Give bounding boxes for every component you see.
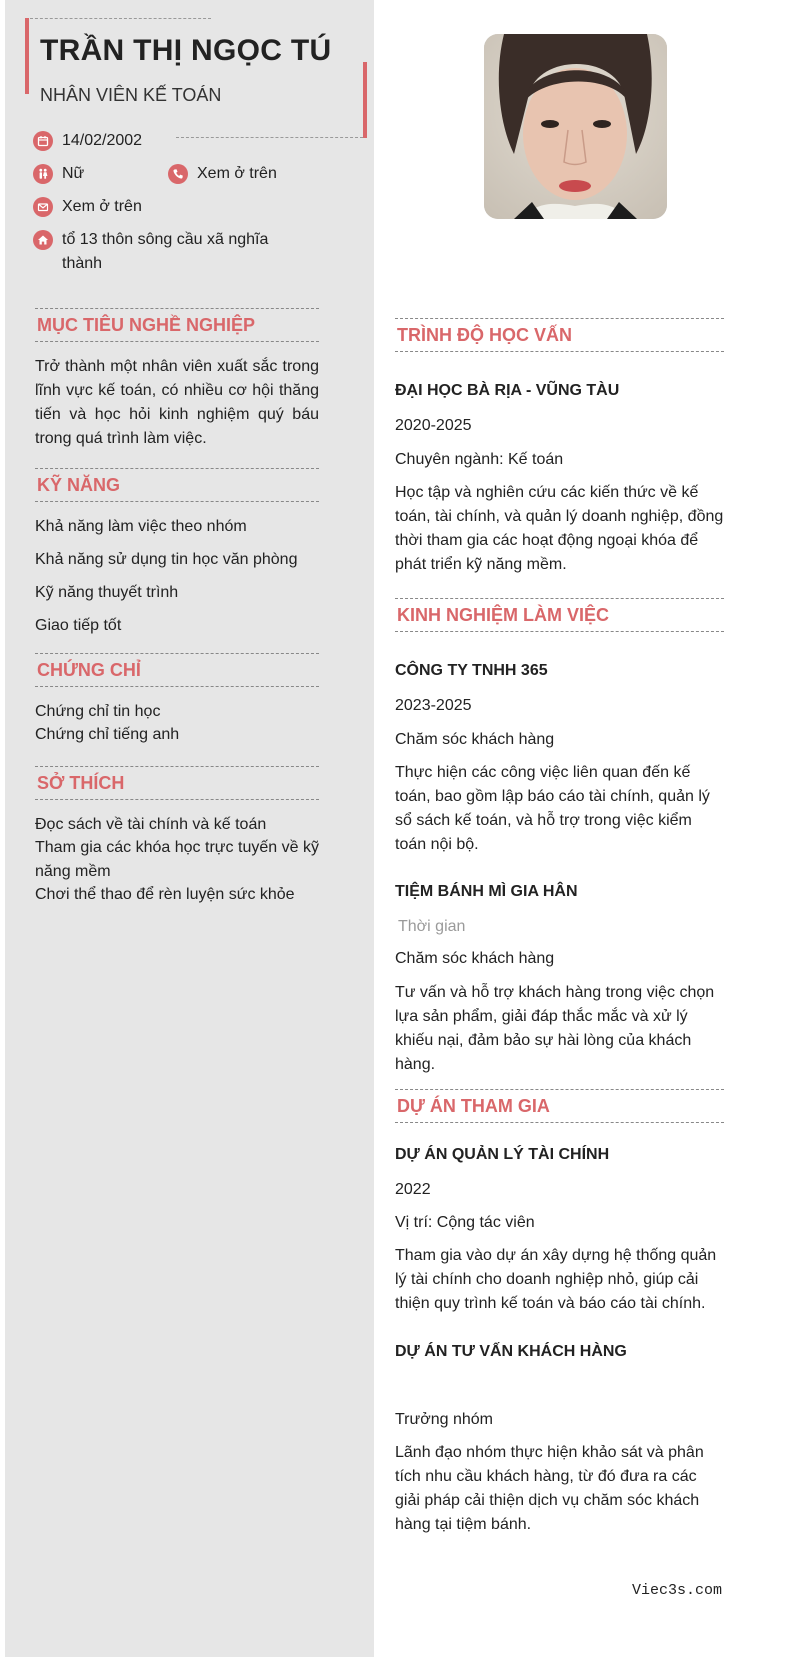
section-title: SỞ THÍCH xyxy=(37,773,125,793)
skills-header xyxy=(35,468,319,502)
header-block xyxy=(25,18,367,138)
project-description: Lãnh đạo nhóm thực hiện khảo sát và phân tích nhu cầu khách hàng, từ đó đưa ra các giải pháp cải thiện dịch vụ chăm sóc khách hàng tại tiệm bánh. xyxy=(395,1444,704,1533)
email-text: Xem ở trên xyxy=(62,198,142,215)
job-role: Chăm sóc khách hàng xyxy=(395,950,555,967)
skill-item: Khả năng làm việc theo nhóm xyxy=(35,518,247,535)
divider xyxy=(30,18,211,19)
hobby-item: Tham gia các khóa học trực tuyến về kỹ năng mềm xyxy=(35,839,319,880)
certificate-item: Chứng chỉ tin học xyxy=(35,703,161,720)
job-position: NHÂN VIÊN KẾ TOÁN xyxy=(40,85,222,105)
project-description: Tham gia vào dự án xây dựng hệ thống quản lý tài chính cho doanh nghiệp nhỏ, giúp cải thiện quy trình kế toán và báo cáo tài chính. xyxy=(395,1247,717,1312)
profile-photo xyxy=(484,34,667,219)
hobby-item: Đọc sách về tài chính và kế toán xyxy=(35,816,267,833)
address-text: tổ 13 thôn sông cầu xã nghĩa thành xyxy=(62,231,269,272)
gender-row xyxy=(33,164,84,186)
phone-text: Xem ở trên xyxy=(197,165,277,182)
education-major: Chuyên ngành: Kế toán xyxy=(395,451,564,468)
home-icon xyxy=(33,230,53,250)
email-row xyxy=(33,197,142,219)
skill-item: Giao tiếp tốt xyxy=(35,617,122,634)
section-title: MỤC TIÊU NGHỀ NGHIỆP xyxy=(37,315,256,335)
birthday-row xyxy=(33,131,142,153)
skill-item: Kỹ năng thuyết trình xyxy=(35,584,179,601)
calendar-icon xyxy=(33,131,53,151)
accent-bar xyxy=(363,62,367,138)
sidebar xyxy=(5,0,374,1657)
education-description: Học tập và nghiên cứu các kiến thức về kế toán, tài chính, và quản lý doanh nghiệp, đồng thời tham gia các hoạt động ngoại khóa để phát triển kỹ năng mềm. xyxy=(395,484,724,573)
hobby-item: Chơi thể thao để rèn luyện sức khỏe xyxy=(35,886,295,903)
experience-header xyxy=(395,598,724,632)
gender-icon xyxy=(33,164,53,184)
section-title: KINH NGHIỆM LÀM VIỆC xyxy=(397,605,610,625)
email-icon xyxy=(33,197,53,217)
phone-row xyxy=(168,164,277,186)
projects-header xyxy=(395,1089,724,1123)
company-name: TIỆM BÁNH MÌ GIA HÂN xyxy=(395,883,578,900)
job-period: 2023-2025 xyxy=(395,697,472,714)
accent-bar xyxy=(25,18,29,94)
hobbies-header xyxy=(35,766,319,800)
section-title: TRÌNH ĐỘ HỌC VẤN xyxy=(397,325,572,345)
address-row xyxy=(33,230,293,276)
section-title: KỸ NĂNG xyxy=(37,475,121,495)
project-name: DỰ ÁN QUẢN LÝ TÀI CHÍNH xyxy=(395,1146,610,1163)
school-name: ĐẠI HỌC BÀ RỊA - VŨNG TÀU xyxy=(395,382,620,399)
section-title: DỰ ÁN THAM GIA xyxy=(397,1096,550,1116)
divider xyxy=(176,137,363,138)
job-description: Tư vấn và hỗ trợ khách hàng trong việc chọn lựa sản phẩm, giải đáp thắc mắc và xử lý khiếu nại, đảm bảo sự hài lòng của khách hàng. xyxy=(395,984,715,1073)
project-role: Vị trí: Cộng tác viên xyxy=(395,1214,535,1231)
job-period: Thời gian xyxy=(398,918,466,935)
job-description: Thực hiện các công việc liên quan đến kế toán, bao gồm lập báo cáo tài chính, quản lý sổ sách kế toán, và hỗ trợ trong việc kiểm toán nội bộ. xyxy=(395,764,710,853)
skill-item: Khả năng sử dụng tin học văn phòng xyxy=(35,551,298,568)
education-period: 2020-2025 xyxy=(395,417,472,434)
gender-text: Nữ xyxy=(62,165,85,182)
section-title: CHỨNG CHỈ xyxy=(37,660,141,680)
certificate-item: Chứng chỉ tiếng anh xyxy=(35,726,180,743)
main-column xyxy=(374,0,800,1657)
candidate-name: TRẦN THỊ NGỌC TÚ xyxy=(40,34,332,67)
education-header xyxy=(395,318,724,352)
job-role: Chăm sóc khách hàng xyxy=(395,731,555,748)
phone-icon xyxy=(168,164,188,184)
project-role: Trưởng nhóm xyxy=(395,1411,493,1428)
project-name: DỰ ÁN TƯ VẤN KHÁCH HÀNG xyxy=(395,1343,627,1360)
certificates-header xyxy=(35,653,319,687)
project-period: 2022 xyxy=(395,1181,431,1198)
objective-text: Trở thành một nhân viên xuất sắc trong lĩnh vực kế toán, có nhiều cơ hội thăng tiến và học hỏi kinh nghiệm quý báu trong quá trình làm việc. xyxy=(35,358,319,447)
birthday-text: 14/02/2002 xyxy=(62,132,143,149)
company-name: CÔNG TY TNHH 365 xyxy=(395,662,548,679)
watermark: Viec3s.com xyxy=(631,1582,722,1599)
objective-header xyxy=(35,308,319,342)
